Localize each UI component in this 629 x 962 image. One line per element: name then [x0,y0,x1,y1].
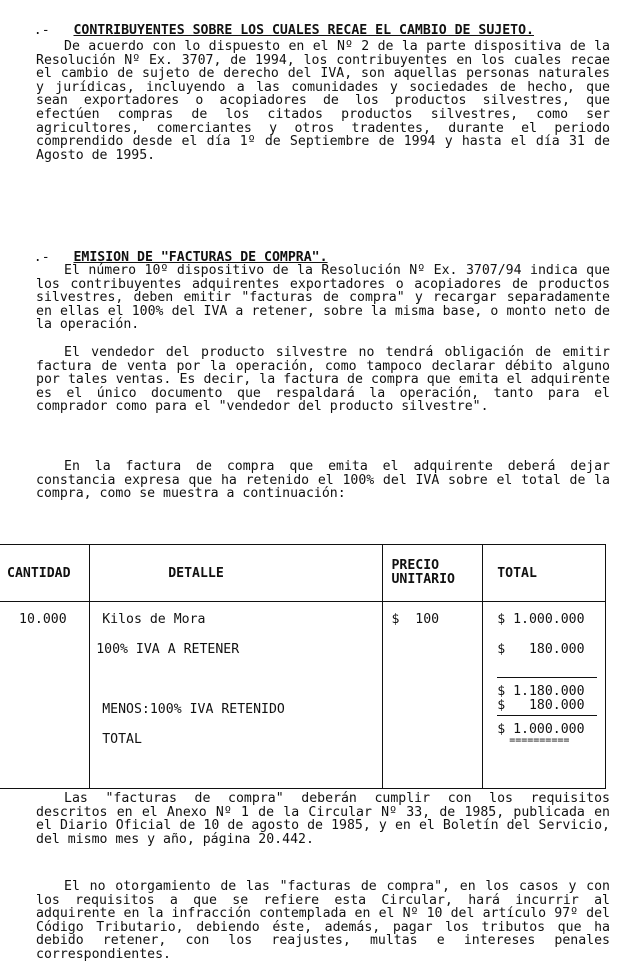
section-number: .- [33,23,50,38]
detalle-line: 100% IVA A RETENER [96,642,240,657]
total-line: $ 180.000 [497,642,585,657]
detalle-line: TOTAL [102,732,142,747]
paragraph-emision: El número 10º dispositivo de la Resolución Nº Ex. 3707/94 indica que los contribuyentes adquirentes exportadores o acopiadores de productos silvestres, deben emitir "facturas de compra" y recargar separadamente en ellas el 100% del IVA a retener, sobre la misma base, o monto neto de la operación. [36,263,610,333]
total-line: $ 180.000 [497,698,585,713]
cell-total [483,602,606,789]
double-underline: ========== [509,735,570,746]
total-line: $ 1.000.000 [497,612,585,627]
column-header-precio: PRECIO UNITARIO [383,545,483,602]
cell-precio [383,602,483,789]
total-line: $ 1.180.000 [497,684,585,699]
paragraph-vendedor: El vendedor del producto silvestre no tendrá obligación de emitir factura de venta por la operación, como tampoco declarar débito alguno por tales ventas. Es decir, la factura de compra que emita el adquirente es el único documento que respaldará la operación, tanto para el comprador como para el "vendedor del producto silvestre". [36,345,610,415]
detalle-line: MENOS:100% IVA RETENIDO [102,702,285,717]
total-line: $ 1.000.000 [497,722,585,737]
paragraph-requisitos: Las "facturas de compra" deberán cumplir con los requisitos descritos en el Anexo Nº 1 de la Circular Nº 33, de 1985, publicada en el Diario Oficial de 10 de agosto de 1985, y en el Boletín del Servicio, del mismo mes y año, página 20.442. [36,791,610,847]
detalle-line: Kilos de Mora [102,612,206,627]
cell-cantidad [0,602,90,789]
table-header-row [0,545,606,602]
total-rule [497,715,597,716]
section-title: EMISION DE "FACTURAS DE COMPRA". [73,250,328,265]
cantidad-value: 10.000 [19,612,67,627]
paragraph-sujeto: De acuerdo con lo dispuesto en el Nº 2 de la parte dispositiva de la Resolución Nº Ex. 3707, de 1994, los contribuyentes en los cuales recae el cambio de sujeto de derecho del IVA, son aquellas personas naturales y jurídicas, incluyendo a las comunidades y sociedades de hecho, que sean exportadores o acopiadores de los productos silvestres, que efectúen compras de los citados productos silvestres, como ser agricultores, comerciantes y otros tradentes, durante el periodo comprendido desde el día 1º de Septiembre de 1994 y hasta el día 31 de Agosto de 1995. [36,39,610,163]
paragraph-infraccion: El no otorgamiento de las "facturas de compra", en los casos y con los requisitos a que se refiere esta Circular, hará incurrir al adquirente en la infracción contemplada en el Nº 10 del artículo 97º del Código Tributario, debiendo éste, además, pagar los tributos que ha debido retener, con los reajustes, multas e intereses penales correspondientes. [36,879,610,962]
subtotal-rule [497,677,597,678]
table-body-row [0,602,606,789]
section-number: .- [33,250,50,265]
column-header-cantidad: CANTIDAD [0,545,90,602]
invoice-example-table [0,544,606,789]
paragraph-constancia: En la factura de compra que emita el adquirente deberá dejar constancia expresa que ha retenido el 100% del IVA sobre el total de la compra, como se muestra a continuación: [36,459,610,502]
column-header-total: TOTAL [483,545,606,602]
precio-value: $ 100 [391,612,440,627]
section-title: CONTRIBUYENTES SOBRE LOS CUALES RECAE EL CAMBIO DE SUJETO. [73,23,534,38]
column-header-detalle: DETALLE [90,545,383,602]
cell-detalle [90,602,383,789]
